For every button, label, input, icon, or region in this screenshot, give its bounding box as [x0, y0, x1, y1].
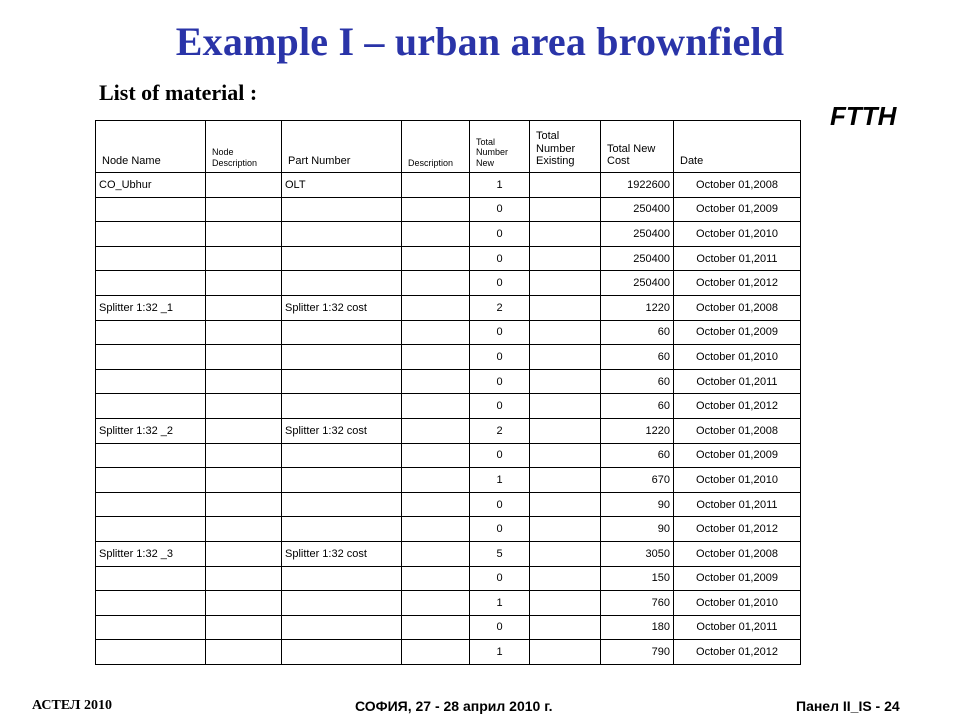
cell-description [402, 345, 470, 370]
cell-total-number-new: 0 [470, 517, 530, 542]
cell-description [402, 173, 470, 198]
cell-date: October 01,2011 [674, 369, 801, 394]
cell-total-new-cost: 1220 [601, 295, 674, 320]
cell-node-description [206, 173, 282, 198]
cell-total-new-cost: 670 [601, 468, 674, 493]
cell-total-number-new: 0 [470, 197, 530, 222]
cell-total-number-new: 0 [470, 345, 530, 370]
table-row [96, 173, 801, 198]
table-row [96, 541, 801, 566]
cell-total-number-new: 1 [470, 591, 530, 616]
cell-date: October 01,2009 [674, 320, 801, 345]
cell-description [402, 640, 470, 665]
cell-total-new-cost: 60 [601, 443, 674, 468]
table-row [96, 394, 801, 419]
cell-date: October 01,2008 [674, 418, 801, 443]
cell-total-number-existing [530, 295, 601, 320]
cell-date: October 01,2012 [674, 517, 801, 542]
table-row [96, 271, 801, 296]
cell-part-number: Splitter 1:32 cost [282, 295, 402, 320]
cell-node-name [96, 591, 206, 616]
header-date: Date [674, 121, 801, 173]
cell-total-new-cost: 90 [601, 517, 674, 542]
cell-total-number-new: 1 [470, 640, 530, 665]
cell-part-number [282, 394, 402, 419]
cell-part-number [282, 271, 402, 296]
header-total-number-new: Total Number New [470, 121, 530, 173]
slide-title: Example I – urban area brownfield [175, 19, 785, 64]
cell-node-description [206, 492, 282, 517]
header-total-number-existing: Total Number Existing [530, 121, 601, 173]
cell-description [402, 369, 470, 394]
table-row [96, 369, 801, 394]
cell-node-description [206, 517, 282, 542]
cell-date: October 01,2010 [674, 468, 801, 493]
cell-node-description [206, 541, 282, 566]
cell-total-number-existing [530, 222, 601, 247]
cell-date: October 01,2010 [674, 591, 801, 616]
cell-part-number [282, 640, 402, 665]
cell-node-description [206, 320, 282, 345]
cell-total-number-existing [530, 443, 601, 468]
footer-right: Панел II_IS - 24 [796, 698, 900, 714]
cell-total-new-cost: 60 [601, 345, 674, 370]
cell-node-description [206, 345, 282, 370]
cell-part-number: OLT [282, 173, 402, 198]
cell-total-new-cost: 150 [601, 566, 674, 591]
cell-total-number-new: 0 [470, 320, 530, 345]
cell-node-name [96, 443, 206, 468]
cell-total-number-existing [530, 541, 601, 566]
cell-node-description [206, 197, 282, 222]
table-row [96, 640, 801, 665]
cell-node-name: Splitter 1:32 _3 [96, 541, 206, 566]
cell-total-new-cost: 180 [601, 615, 674, 640]
cell-total-number-existing [530, 173, 601, 198]
cell-date: October 01,2012 [674, 640, 801, 665]
cell-total-new-cost: 3050 [601, 541, 674, 566]
cell-description [402, 517, 470, 542]
cell-total-number-new: 0 [470, 566, 530, 591]
table-row [96, 345, 801, 370]
cell-node-name [96, 271, 206, 296]
cell-description [402, 320, 470, 345]
table-row [96, 615, 801, 640]
table-row [96, 222, 801, 247]
cell-node-name: CO_Ubhur [96, 173, 206, 198]
table-header-row [96, 121, 801, 173]
table-row [96, 246, 801, 271]
cell-date: October 01,2008 [674, 173, 801, 198]
table-row [96, 591, 801, 616]
cell-date: October 01,2010 [674, 222, 801, 247]
cell-description [402, 541, 470, 566]
cell-node-name: Splitter 1:32 _1 [96, 295, 206, 320]
cell-node-description [206, 418, 282, 443]
cell-total-number-new: 1 [470, 173, 530, 198]
cell-node-description [206, 443, 282, 468]
cell-total-new-cost: 60 [601, 320, 674, 345]
cell-total-number-new: 0 [470, 492, 530, 517]
cell-part-number [282, 345, 402, 370]
cell-total-number-existing [530, 369, 601, 394]
header-part-number: Part Number [282, 121, 402, 173]
cell-total-number-new: 0 [470, 222, 530, 247]
cell-node-name [96, 222, 206, 247]
cell-date: October 01,2008 [674, 541, 801, 566]
table-row [96, 197, 801, 222]
ftth-label: FTTH [830, 101, 897, 131]
cell-node-description [206, 640, 282, 665]
cell-total-number-new: 2 [470, 418, 530, 443]
cell-description [402, 394, 470, 419]
cell-part-number [282, 468, 402, 493]
cell-total-new-cost: 790 [601, 640, 674, 665]
cell-node-description [206, 566, 282, 591]
table-row [96, 566, 801, 591]
cell-node-name [96, 615, 206, 640]
table-row [96, 468, 801, 493]
cell-total-new-cost: 250400 [601, 271, 674, 296]
cell-date: October 01,2012 [674, 394, 801, 419]
cell-total-number-new: 0 [470, 246, 530, 271]
cell-date: October 01,2009 [674, 197, 801, 222]
cell-total-new-cost: 1922600 [601, 173, 674, 198]
cell-total-number-existing [530, 517, 601, 542]
cell-part-number [282, 197, 402, 222]
cell-total-number-new: 2 [470, 295, 530, 320]
header-description: Description [402, 121, 470, 173]
table-row [96, 320, 801, 345]
cell-total-new-cost: 760 [601, 591, 674, 616]
cell-total-new-cost: 250400 [601, 222, 674, 247]
table-row [96, 443, 801, 468]
cell-total-new-cost: 250400 [601, 197, 674, 222]
cell-node-name: Splitter 1:32 _2 [96, 418, 206, 443]
cell-total-number-new: 0 [470, 615, 530, 640]
footer-left: АСТЕЛ 2010 [32, 698, 112, 713]
cell-node-description [206, 615, 282, 640]
cell-description [402, 615, 470, 640]
table-row [96, 295, 801, 320]
table-row [96, 418, 801, 443]
cell-part-number: Splitter 1:32 cost [282, 541, 402, 566]
cell-total-number-existing [530, 418, 601, 443]
cell-total-number-new: 0 [470, 369, 530, 394]
cell-total-number-existing [530, 492, 601, 517]
header-total-new-cost: Total New Cost [601, 121, 674, 173]
slide-subtitle: List of material : [99, 80, 258, 105]
cell-date: October 01,2011 [674, 246, 801, 271]
cell-total-number-new: 5 [470, 541, 530, 566]
cell-total-number-existing [530, 320, 601, 345]
cell-node-description [206, 295, 282, 320]
cell-part-number [282, 246, 402, 271]
cell-total-number-existing [530, 468, 601, 493]
cell-node-name [96, 640, 206, 665]
cell-date: October 01,2009 [674, 566, 801, 591]
cell-total-new-cost: 60 [601, 394, 674, 419]
cell-node-name [96, 394, 206, 419]
cell-total-number-existing [530, 640, 601, 665]
cell-description [402, 222, 470, 247]
cell-total-number-new: 0 [470, 271, 530, 296]
cell-part-number [282, 492, 402, 517]
table-row [96, 492, 801, 517]
cell-node-description [206, 591, 282, 616]
cell-total-number-existing [530, 566, 601, 591]
cell-node-name [96, 517, 206, 542]
cell-total-number-existing [530, 394, 601, 419]
cell-part-number [282, 566, 402, 591]
cell-node-name [96, 345, 206, 370]
cell-part-number [282, 369, 402, 394]
cell-part-number [282, 615, 402, 640]
cell-node-name [96, 320, 206, 345]
cell-description [402, 591, 470, 616]
cell-node-description [206, 271, 282, 296]
cell-node-name [96, 492, 206, 517]
header-node-description: Node Description [206, 121, 282, 173]
cell-total-number-existing [530, 615, 601, 640]
cell-part-number [282, 320, 402, 345]
cell-total-number-existing [530, 246, 601, 271]
cell-description [402, 295, 470, 320]
header-node-name: Node Name [96, 121, 206, 173]
cell-node-description [206, 394, 282, 419]
cell-description [402, 246, 470, 271]
cell-node-name [96, 197, 206, 222]
cell-description [402, 418, 470, 443]
cell-total-new-cost: 60 [601, 369, 674, 394]
cell-date: October 01,2010 [674, 345, 801, 370]
material-table [95, 120, 801, 665]
cell-total-number-new: 1 [470, 468, 530, 493]
cell-node-name [96, 369, 206, 394]
cell-description [402, 271, 470, 296]
cell-total-new-cost: 250400 [601, 246, 674, 271]
cell-description [402, 443, 470, 468]
cell-total-new-cost: 1220 [601, 418, 674, 443]
cell-part-number [282, 443, 402, 468]
cell-part-number [282, 222, 402, 247]
cell-description [402, 197, 470, 222]
cell-date: October 01,2011 [674, 492, 801, 517]
cell-total-number-new: 0 [470, 394, 530, 419]
cell-total-number-new: 0 [470, 443, 530, 468]
cell-node-name [96, 566, 206, 591]
cell-total-number-existing [530, 591, 601, 616]
cell-node-description [206, 222, 282, 247]
cell-total-new-cost: 90 [601, 492, 674, 517]
cell-part-number [282, 591, 402, 616]
cell-part-number [282, 517, 402, 542]
cell-total-number-existing [530, 271, 601, 296]
cell-date: October 01,2011 [674, 615, 801, 640]
cell-part-number: Splitter 1:32 cost [282, 418, 402, 443]
table-row [96, 517, 801, 542]
cell-node-description [206, 468, 282, 493]
cell-description [402, 492, 470, 517]
cell-date: October 01,2012 [674, 271, 801, 296]
cell-description [402, 468, 470, 493]
table-body [96, 173, 801, 665]
cell-date: October 01,2009 [674, 443, 801, 468]
cell-total-number-existing [530, 197, 601, 222]
cell-node-name [96, 246, 206, 271]
cell-date: October 01,2008 [674, 295, 801, 320]
cell-description [402, 566, 470, 591]
cell-node-name [96, 468, 206, 493]
cell-node-description [206, 246, 282, 271]
cell-node-description [206, 369, 282, 394]
cell-total-number-existing [530, 345, 601, 370]
footer-center: СОФИЯ, 27 - 28 април 2010 г. [355, 698, 553, 714]
